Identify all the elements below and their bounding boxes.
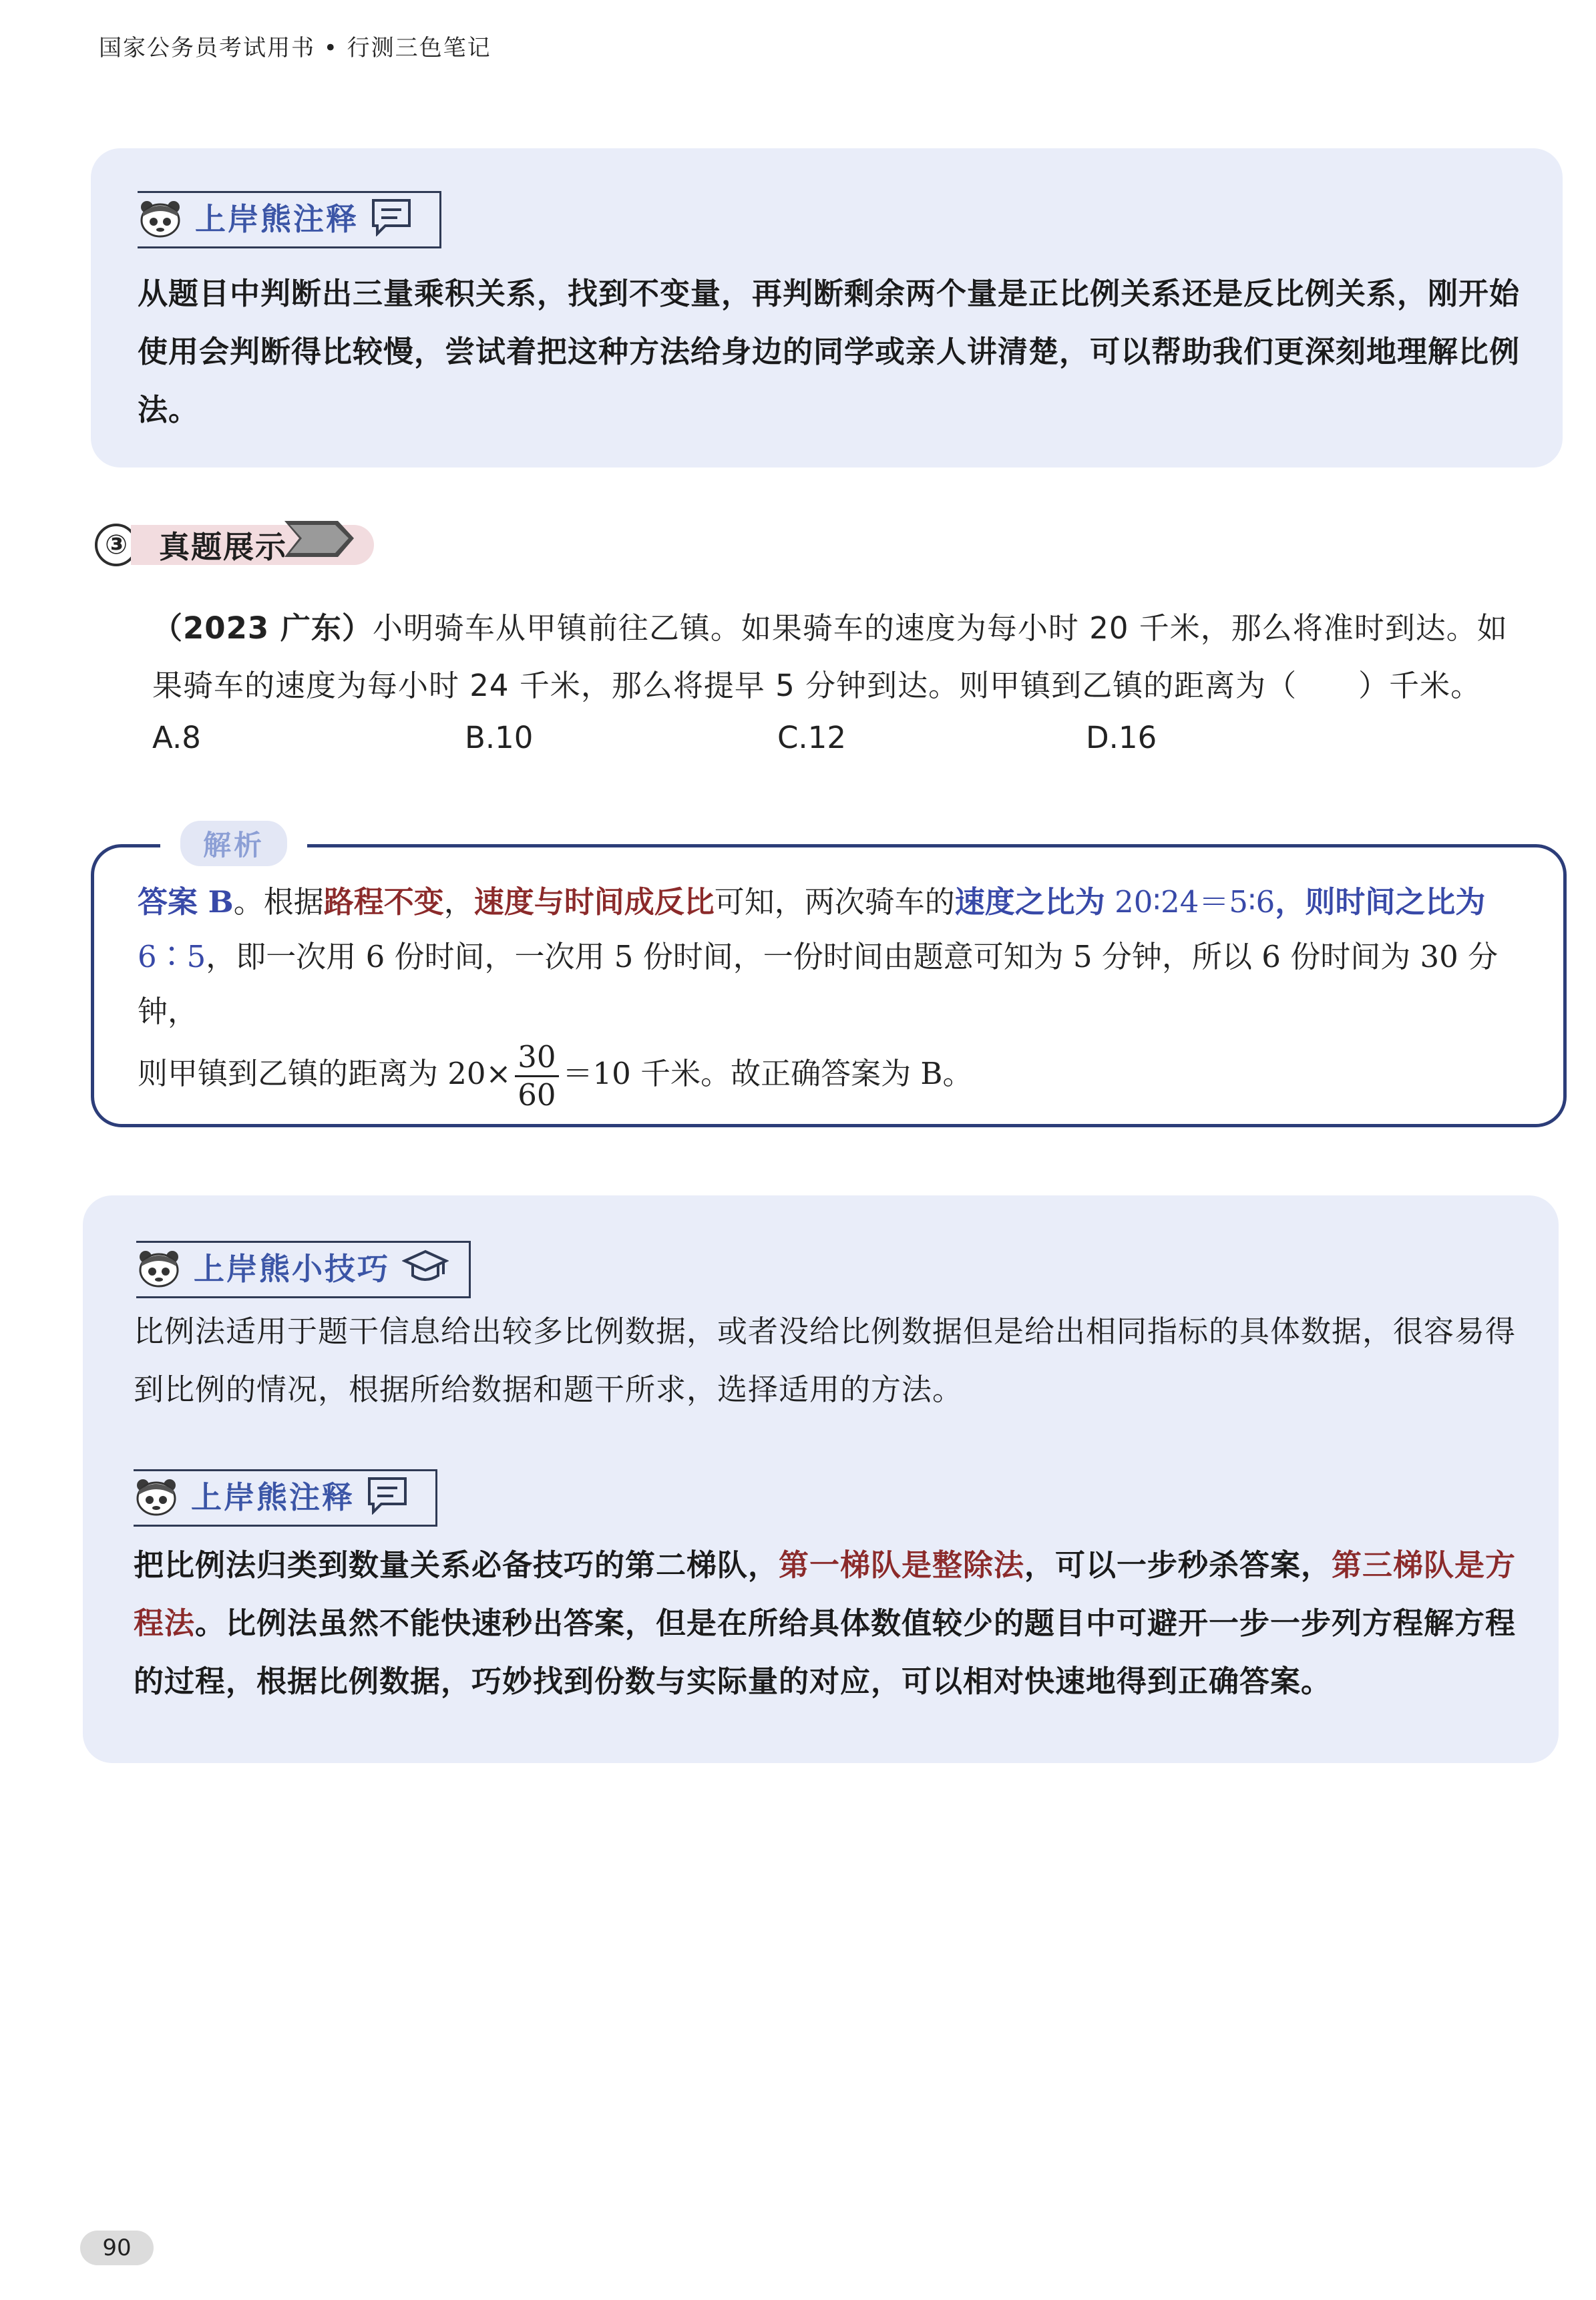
note-2-text [134, 1536, 1536, 1710]
analysis-answer: 答案 B [138, 884, 234, 920]
tip-text: 比例法适用于题干信息给出较多比例数据，或者没给比例数据但是给出相同指标的具体数据，很容易得到比例的情况，根据所给数据和题干所求，选择适用的方法。 [134, 1314, 1517, 1407]
analysis-text [138, 875, 1540, 1113]
option-b: B.10 [465, 720, 534, 755]
analysis-text-part: ＝10 千米。故正确答案为 B。 [562, 1056, 973, 1091]
note-1-title: 上岸熊注释 [195, 201, 359, 237]
tip-header-frame [136, 1241, 471, 1298]
question-body: 小明骑车从甲镇前往乙镇。如果骑车的速度为每小时 20 千米，那么将准时到达。如果骑车的速度为每小时 24 千米，那么将提早 5 分钟到达。则甲镇到乙镇的距离为（ ）千米。 [152, 610, 1508, 703]
analysis-highlight: 路程不变 [323, 884, 444, 920]
question-text [152, 600, 1528, 715]
analysis-text-part: 。根据 [233, 884, 324, 920]
analysis-text-part: ，即一次用 6 份时间，一次用 5 份时间，一份时间由题意可知为 5 分钟，所以 6 份时间为 30 分钟， [138, 939, 1499, 1029]
page-number: 90 [80, 2231, 154, 2265]
analysis-highlight: 速度之比为 [954, 884, 1105, 920]
tip-title: 上岸熊小技巧 [194, 1251, 390, 1287]
note-2-title: 上岸熊注释 [191, 1479, 355, 1515]
fraction-denominator: 60 [518, 1077, 556, 1113]
option-a: A.8 [152, 720, 201, 755]
option-c: C.12 [777, 720, 846, 755]
ribbon-arrow-icon [284, 518, 358, 562]
running-header: 国家公务员考试用书 • 行测三色笔记 [99, 35, 491, 61]
note-2-header-frame [134, 1469, 437, 1527]
fraction [515, 1039, 558, 1113]
note-2-highlight: 第三梯队是方程法 [134, 1547, 1517, 1641]
fraction-numerator: 30 [515, 1039, 558, 1077]
option-d: D.16 [1086, 720, 1157, 755]
section-number: ③ [95, 524, 138, 566]
analysis-highlight: 速度与时间成反比 [473, 884, 715, 920]
analysis-ratio: 6∶5 [138, 939, 206, 974]
note-2-text-part: 。比例法虽然不能快速秒出答案，但是在所给具体数值较少的题目中可避开一步一步列方程解方程的过程，根据比例数据，巧妙找到份数与实际量的对应，可以相对快速地得到正确答案。 [134, 1605, 1517, 1699]
analysis-highlight: ，则时间之比为 [1275, 884, 1486, 920]
note-1-text: 从题目中判断出三量乘积关系，找到不变量，再判断剩余两个量是正比例关系还是反比例关系，刚开始使用会判断得比较慢，尝试着把这种方法给身边的同学或亲人讲清楚，可以帮助我们更深刻地理解比例法。 [138, 276, 1521, 427]
analysis-text-part: ， [443, 884, 474, 920]
note-1-header-frame [138, 191, 441, 248]
section-title: 真题展示 [159, 529, 287, 565]
section-label [95, 521, 374, 569]
note-2-text-part: ，可以一步秒杀答案， [1024, 1547, 1332, 1583]
section-title-pill [131, 525, 374, 565]
analysis-ratio: 20∶24＝5∶6 [1105, 884, 1275, 920]
note-2-highlight: 第一梯队是整除法 [779, 1547, 1025, 1583]
analysis-text-part: 则甲镇到乙镇的距离为 20× [138, 1056, 512, 1091]
analysis-tag-label: 解析 [180, 821, 287, 866]
analysis-text-part: 可知，两次骑车的 [714, 884, 955, 920]
analysis-tag [160, 821, 307, 866]
note-2-text-part: 把比例法归类到数量关系必备技巧的第二梯队， [134, 1547, 779, 1583]
question-source: （2023 广东） [152, 610, 373, 646]
